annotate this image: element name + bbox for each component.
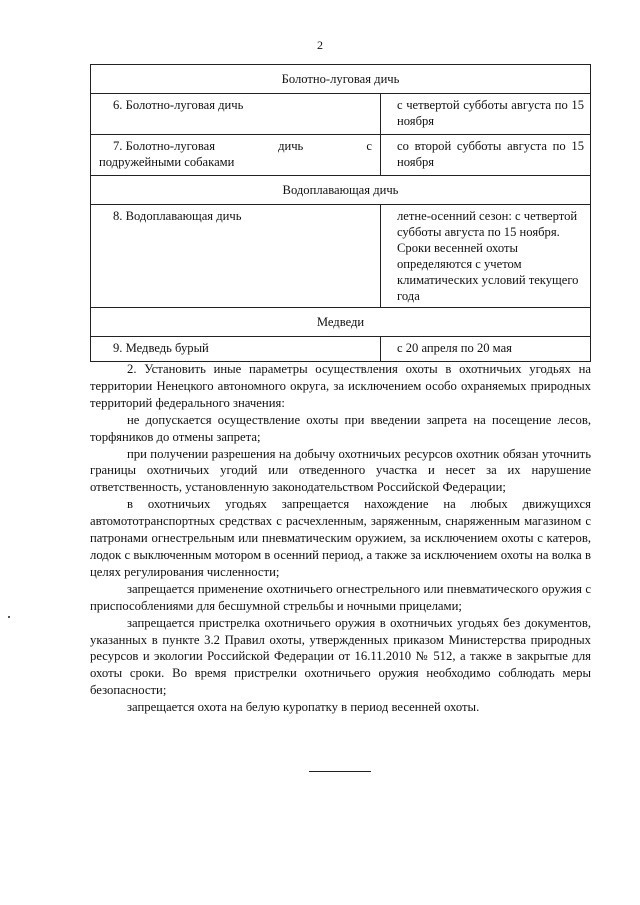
table-section-row [91, 176, 591, 205]
table-row [91, 94, 591, 135]
paragraph: при получении разрешения на добычу охотничьих ресурсов охотник обязан уточнить границы охотничьих угодий или отведенного участка и несет за их нарушение ответственность, установленную законодательством Российской Федерации; [90, 446, 591, 495]
paragraph: 2. Установить иные параметры осуществления охоты в охотничьих угодьях на территории Ненецкого автономного округа, за исключением особо охраняемых природных территорий федерального значения: [90, 362, 591, 410]
term-cell: с четвертой субботы августа по 15 ноября [381, 94, 591, 135]
section-title-marsh-game: Болотно-луговая дичь [91, 65, 591, 94]
paragraph: запрещается пристрелка охотничьего оружия в охотничьих угодьях без документов, указанных в пункте 3.2 Правил охоты, утвержденных приказом Министерства природных ресурсов и экологии Российской Федерации от 16.11.2010 № 512, а также в закрытые для охоты сроки. Во время пристрелки охотничьего оружия необходимо соблюдать меры безопасности; [90, 615, 591, 698]
section-title-waterfowl: Водоплавающая дичь [91, 176, 591, 205]
end-of-document-rule [309, 771, 371, 772]
scan-speck [8, 616, 10, 618]
paragraph: в охотничьих угодьях запрещается нахождение на любых движущихся автомототранспортных средствах с расчехленным, заряженным, снаряженным магазином с патронами огнестрельным или пневматическим оружием, за исключением охоты с катеров, лодок с выключенным мотором в осенний период, а также за исключением охоты на волка в целях регулирования численности; [90, 497, 591, 579]
paragraph: запрещается применение охотничьего огнестрельного или пневматического оружия с приспособлениями для бесшумной стрельбы и ночными прицелами; [90, 581, 591, 613]
table-row [91, 205, 591, 308]
hunting-seasons-table [90, 64, 591, 362]
table-row [91, 135, 591, 176]
species-first-line [113, 138, 372, 154]
species-part: дичь [278, 139, 304, 153]
species-cell: 8. Водоплавающая дичь [91, 205, 381, 308]
paragraph: запрещается охота на белую куропатку в период весенней охоты. [127, 700, 480, 715]
species-cell: 6. Болотно-луговая дичь [91, 94, 381, 135]
table-section-row [91, 308, 591, 337]
species-part: с [366, 139, 372, 153]
paragraph: не допускается осуществление охоты при введении запрета на посещение лесов, торфяников до отмены запрета; [90, 412, 591, 444]
table-section-row [91, 65, 591, 94]
document-body [90, 361, 591, 716]
table-row [91, 337, 591, 362]
term-cell: со второй субботы августа по 15 ноября [381, 135, 591, 176]
species-part: 7. Болотно-луговая [113, 139, 215, 153]
page-number: 2 [317, 38, 323, 52]
species-cell: 9. Медведь бурый [91, 337, 381, 362]
term-cell: летне-осенний сезон: с четвертой субботы августа по 15 ноября. Сроки весенней охоты определяются с учетом климатических условий текущего года [381, 205, 591, 308]
term-cell: с 20 апреля по 20 мая [381, 337, 591, 362]
section-title-bears: Медведи [91, 308, 591, 337]
species-second-line: подружейными собаками [99, 155, 235, 169]
species-cell [91, 135, 381, 176]
